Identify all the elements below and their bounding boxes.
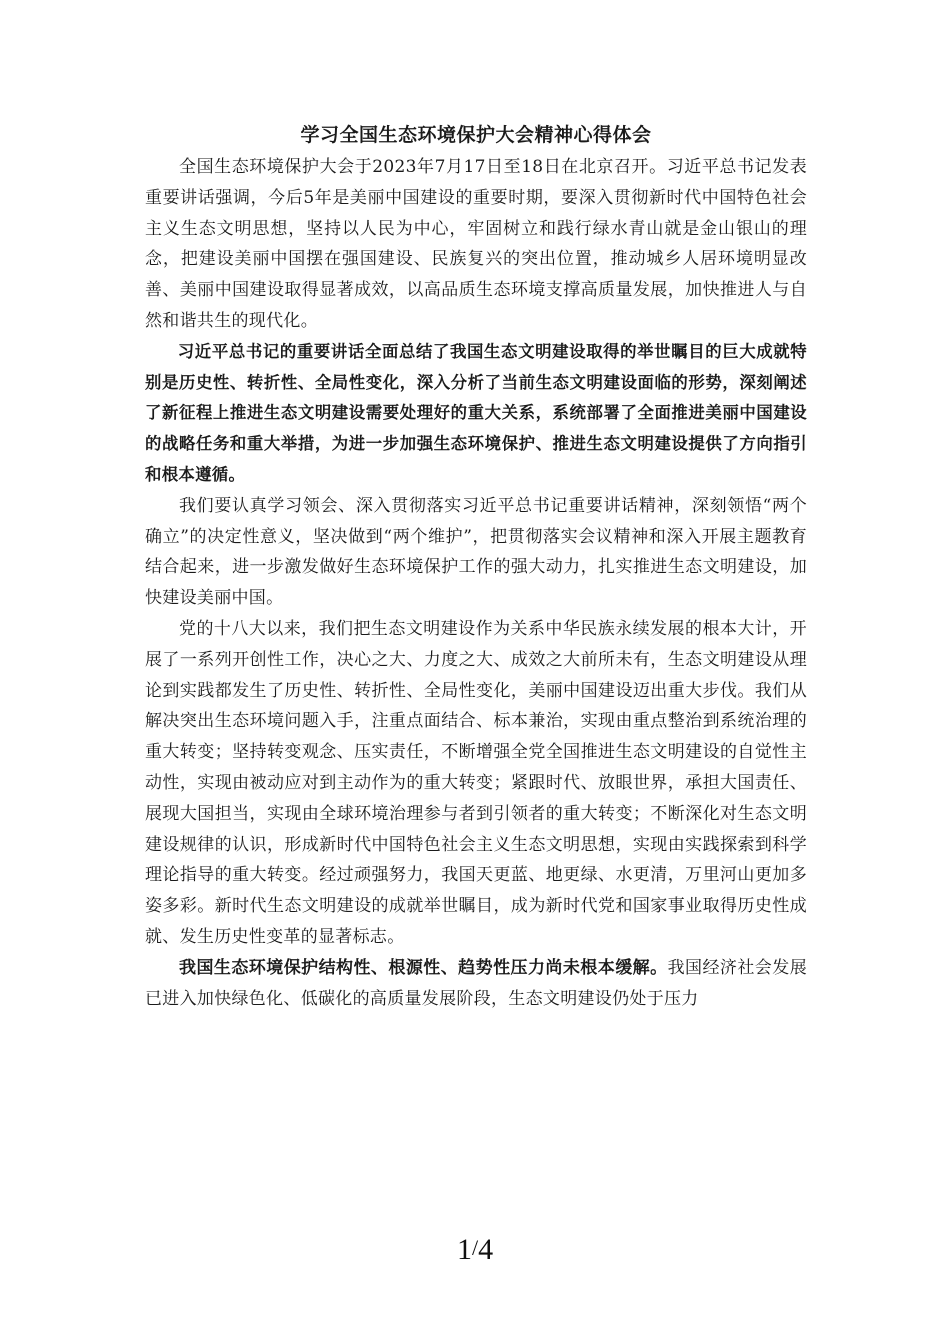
paragraph-1	[145, 152, 807, 337]
page-separator: /	[471, 1235, 479, 1260]
paragraph-2-bold	[145, 337, 807, 491]
paragraph-5	[145, 953, 807, 1015]
document-page	[145, 118, 807, 1014]
paragraph-3	[145, 491, 807, 614]
paragraph-4-text: 党的十八大以来，我们把生态文明建设作为关系中华民族永续发展的根本大计，开展了一系列开创性工作，决心之大、力度之大、成效之大前所未有，生态文明建设从理论到实践都发生了历史性、转折性、全局性变化，美丽中国建设迈出重大步伐。我们从解决突出生态环境问题入手，注重点面结合、标本兼治，实现由重点整治到系统治理的重大转变；坚持转变观念、压实责任，不断增强全党全国推进生态文明建设的自觉性主动性，实现由被动应对到主动作为的重大转变；紧跟时代、放眼世界，承担大国责任、展现大国担当，实现由全球环境治理参与者到引领者的重大转变；不断深化对生态文明建设规律的认识，形成新时代中国特色社会主义生态文明思想，实现由实践探索到科学理论指导的重大转变。经过顽强努力，我国天更蓝、地更绿、水更清，万里河山更加多姿多彩。新时代生态文明建设的成就举世瞩目，成为新时代党和国家事业取得历史性成就、发生历史性变革的显著标志。	[145, 618, 807, 947]
paragraph-3-text: 我们要认真学习领会、深入贯彻落实习近平总书记重要讲话精神，深刻领悟“两个确立”的决定性意义，坚决做到“两个维护”，把贯彻落实会议精神和深入开展主题教育结合起来，进一步激发做好生态环境保护工作的强大动力，扎实推进生态文明建设，加快建设美丽中国。	[145, 495, 807, 609]
paragraph-5-text: 我国经济社会发展已进入加快绿色化、低碳化的高质量发展阶段，生态文明建设仍处于压力	[145, 957, 807, 1009]
paragraph-2-text: 习近平总书记的重要讲话全面总结了我国生态文明建设取得的举世瞩目的巨大成就特别是历史性、转折性、全局性变化，深入分析了当前生态文明建设面临的形势，深刻阐述了新征程上推进生态文明建设需要处理好的重大关系，系统部署了全面推进美丽中国建设的战略任务和重大举措，为进一步加强生态环境保护、推进生态文明建设提供了方向指引和根本遵循。	[145, 341, 807, 484]
document-title: 学习全国生态环境保护大会精神心得体会	[300, 124, 652, 146]
page-number	[0, 1228, 950, 1270]
page-current: 1	[456, 1233, 472, 1266]
paragraph-1-text: 全国生态环境保护大会于2023年7月17日至18日在北京召开。习近平总书记发表重要讲话强调，今后5年是美丽中国建设的重要时期，要深入贯彻新时代中国特色社会主义生态文明思想，坚持以人民为中心，牢固树立和践行绿水青山就是金山银山的理念，把建设美丽中国摆在强国建设、民族复兴的突出位置，推动城乡人居环境明显改善、美丽中国建设取得显著成效，以高品质生态环境支撑高质量发展，加快推进人与自然和谐共生的现代化。	[145, 157, 807, 331]
page-total: 4	[478, 1233, 494, 1266]
paragraph-4	[145, 614, 807, 953]
paragraph-5-lead: 我国生态环境保护结构性、根源性、趋势性压力尚未根本缓解。	[179, 957, 668, 978]
